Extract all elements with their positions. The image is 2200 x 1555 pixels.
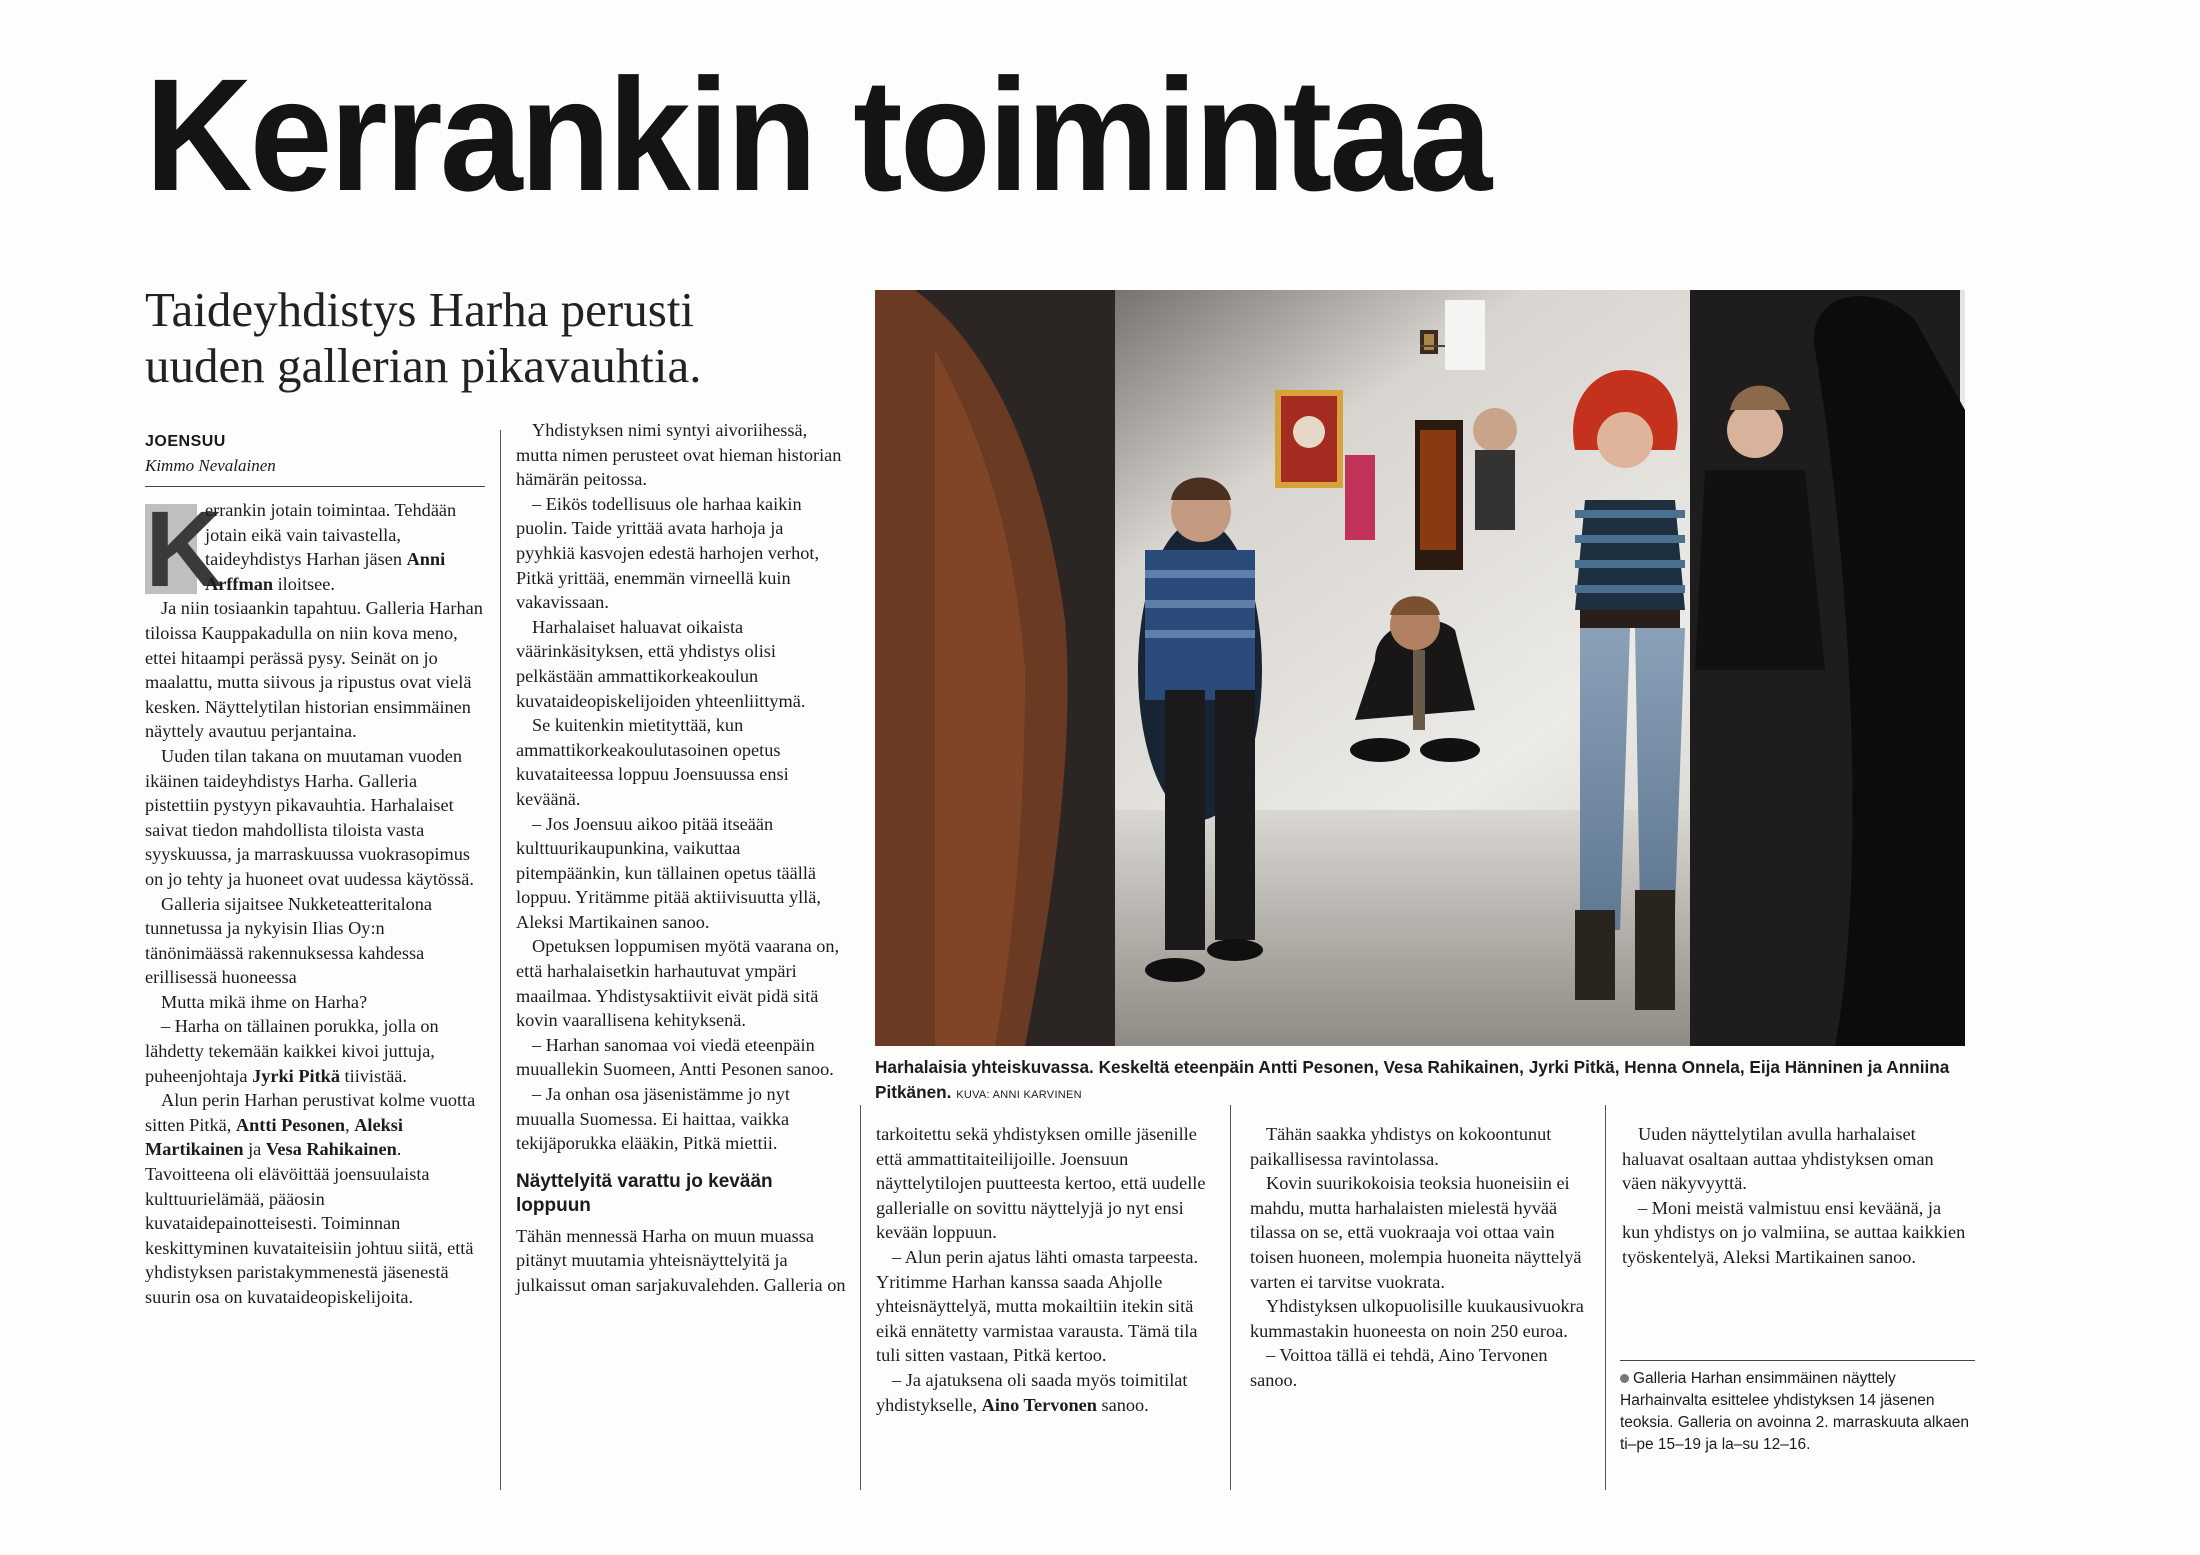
paragraph: – Jos Joensuu aikoo pitää itseään kulttuurikaupunkina, vaikuttaa pitempäänkin, kun tällainen opetus täällä loppuu. Yritämme pitää aktiivisuutta yllä, Aleksi Martikainen sanoo. [516, 813, 821, 932]
bullet-icon [1620, 1374, 1629, 1383]
person-name: Anni Arffman [205, 549, 446, 594]
photo-illustration [875, 290, 1965, 1046]
paragraph: – Eikös todellisuus ole harhaa kaikin puolin. Taide yrittää avata harhoja ja pyyhkiä kasvojen edestä harhojen verhot, Pitkä yrittää, enemmän virneellä kuin vakavissaan. [516, 493, 820, 613]
paragraph: Harhalaiset haluavat oikaista väärinkäsityksen, että yhdistys olisi pelkästään ammattikorkeakoulun kuvataideopiskelijoiden yhteenliittymä. [516, 616, 806, 711]
paragraph-text: – Ja ajatuksena oli saada myös toimitilat yhdistykselle, [876, 1369, 1188, 1415]
paragraph-text: tiivistää. [339, 1065, 407, 1086]
paragraph: Yhdistyksen nimi syntyi aivoriihessä, mutta nimen perusteet ovat hieman historian hämärän peitossa. [516, 420, 842, 490]
column-5 [1622, 1122, 1972, 1270]
person-name: Aino Tervonen [981, 1394, 1097, 1415]
headline: Kerrankin toimintaa [145, 45, 1490, 224]
paragraph: – Moni meistä valmistuu ensi keväänä, ja kun yhdistys on jo valmiina, se auttaa kaikkien työskentelyä, Aleksi Martikainen sanoo. [1622, 1197, 1966, 1267]
drop-cap: K [145, 488, 223, 609]
paragraph [145, 488, 485, 609]
column-divider [500, 430, 501, 1490]
paragraph: Uuden näyttelytilan avulla harhalaiset haluavat osaltaan auttaa yhdistyksen oman väen näkyvyyttä. [1622, 1124, 1934, 1194]
person-name: Jyrki Pitkä [252, 1065, 340, 1086]
paragraph: Kovin suurikokoisia teoksia huoneisiin ei mahdu, mutta harhalaisten mielestä hyvää tilassa on se, että vuokraaja voi ottaa vain toisen huoneen, molempia huoneita näyttelyä varten ei tarvitse vuokrata. [1250, 1173, 1582, 1292]
section-heading: Näyttelyitä varattu jo kevään loppuun [516, 1170, 773, 1216]
column-divider [1230, 1105, 1231, 1490]
paragraph-text: iloitsee. [273, 573, 335, 594]
paragraph: Yhdistyksen ulkopuolisille kuukausivuokra kummastakin huoneesta on noin 250 euroa. [1250, 1296, 1584, 1341]
person-name: Vesa Rahikainen [265, 1139, 397, 1160]
column-2 [516, 418, 846, 1298]
person-name: Antti Pesonen [235, 1114, 346, 1135]
paragraph [145, 1088, 485, 1309]
paragraph: – Harhan sanomaa voi viedä eteenpäin muuallekin Suomeen, Antti Pesonen sanoo. [516, 1034, 834, 1080]
paragraph: Ja niin tosiaankin tapahtuu. Galleria Harhan tiloissa Kauppakadulla on niin kova meno, ettei hitaampi perässä pysy. Seinät on jo maalattu, mutta siivous ja ripustus ovat vielä kesken. Näyttelytilan historian ensimmäinen näyttely avautuu perjantaina. [145, 598, 483, 742]
column-3 [876, 1122, 1221, 1417]
paragraph-text: sanoo. [1096, 1394, 1149, 1415]
paragraph: – Alun perin ajatus lähti omasta tarpeesta. Yritimme Harhan kanssa saada Ahjolle yhteisnäyttelyä, mutta mokailtiin itekin sitä eikä ennätetty varmistaa varausta. Tämä tila tuli sitten vastaan, Pitkä kertoo. [876, 1246, 1199, 1366]
paragraph-text: Alun perin Harhan perustivat kolme vuotta sitten Pitkä, [145, 1090, 476, 1135]
paragraph-text: – Harha on tällainen porukka, jolla on lähdetty tekemään kaikkei kivoi juttuja, puheenjohtaja [145, 1016, 439, 1086]
paragraph-text: , [345, 1114, 355, 1135]
paragraph: Se kuitenkin mietityttää, kun ammattikorkeakoulutasoinen opetus kuvataiteessa loppuu Joensuussa ensi keväänä. [516, 715, 789, 809]
subheading: Taideyhdistys Harha perusti uuden gallerian pikavauhtia. [145, 282, 702, 393]
paragraph: Mutta mikä ihme on Harha? [161, 991, 368, 1012]
paragraph: Opetuksen loppumisen myötä vaarana on, että harhalaisetkin harhautuvat ympäri maailmaa. Yhdistysaktiivit eivät pidä sitä kovin vaarallisena kehityksenä. [516, 936, 840, 1031]
column-1 [145, 488, 485, 1310]
paragraph-text: errankin jotain toimintaa. Tehdään jotain eikä vain taivastella, taideyhdistys Harhan jäsen [205, 500, 457, 570]
paragraph: – Ja onhan osa jäsenistämme jo nyt muualla Suomessa. Ei haittaa, vaikka tekijäporukka elääkin, Pitkä miettii. [516, 1084, 790, 1154]
paragraph-text: ja [243, 1139, 266, 1160]
person-name: Aleksi Martikainen [145, 1114, 403, 1160]
paragraph: Tähän saakka yhdistys on kokoontunut paikallisessa ravintolassa. [1250, 1124, 1552, 1169]
paragraph-text: . Tavoitteena oli elävöittää joensuulaista kulttuurielämää, pääosin kuvataidepainotteisesti. Toiminnan keskittyminen kuvataiteisiin johtuu siitä, että yhdistyksen paristakymmenestä jäsenestä suurin osa on kuvataideopiskelijoita. [145, 1139, 474, 1307]
photo-credit: KUVA: ANNI KARVINEN [956, 1089, 1082, 1101]
byline-rule [145, 486, 485, 487]
paragraph: Uuden tilan takana on muutaman vuoden ikäinen taideyhdistys Harha. Galleria pistettiin pystyyn pikavauhtia. Harhalaiset saivat tiedon mahdollista tiloista vasta syyskuussa, ja marraskuussa vuokrasopimus on jo tehty ja huoneet ovat uudessa käytössä. [145, 745, 474, 889]
byline-location: JOENSUU [145, 433, 226, 450]
paragraph: – Voittoa tällä ei tehdä, Aino Tervonen sanoo. [1250, 1345, 1548, 1390]
caption-text: Harhalaisia yhteiskuvassa. Keskeltä eteenpäin Antti Pesonen, Vesa Rahikainen, Jyrki Pitkä, Henna Onnela, Eija Hänninen ja Anniina Pitkänen. [875, 1057, 1950, 1102]
info-box-rule [1620, 1360, 1975, 1361]
paragraph: tarkoitettu sekä yhdistyksen omille jäsenille että ammattitaiteilijoille. Joensuun näyttelytilojen puutteesta kertoo, että uudelle gallerialle on sovittu näyttelyjä jo nyt ensi kevään loppuun. [876, 1124, 1206, 1243]
column-4 [1250, 1122, 1595, 1393]
column-divider [1605, 1105, 1606, 1490]
group-photo [875, 290, 1965, 1046]
info-box-text: Galleria Harhan ensimmäinen näyttely Harhainvalta esittelee yhdistyksen 14 jäsenen teoksia. Galleria on avoinna 2. marraskuuta alkaen ti–pe 15–19 ja la–su 12–16. [1620, 1370, 1969, 1453]
column-divider [860, 1105, 861, 1490]
paragraph: Galleria sijaitsee Nukketeatteritalona tunnetussa ja nykyisin Ilias Oy:n tänönimäässä rakennuksessa kahdessa erillisessä huoneessa [145, 893, 433, 988]
byline [145, 430, 485, 478]
paragraph [145, 1014, 485, 1088]
photo-caption [875, 1055, 1975, 1108]
paragraph [876, 1368, 1221, 1417]
paragraph: Tähän mennessä Harha on muun muassa pitänyt muutamia yhteisnäyttelyitä ja julkaissut oman sarjakuvalehden. Galleria on [516, 1225, 846, 1295]
info-box [1620, 1362, 1975, 1456]
byline-author: Kimmo Nevalainen [145, 456, 276, 475]
